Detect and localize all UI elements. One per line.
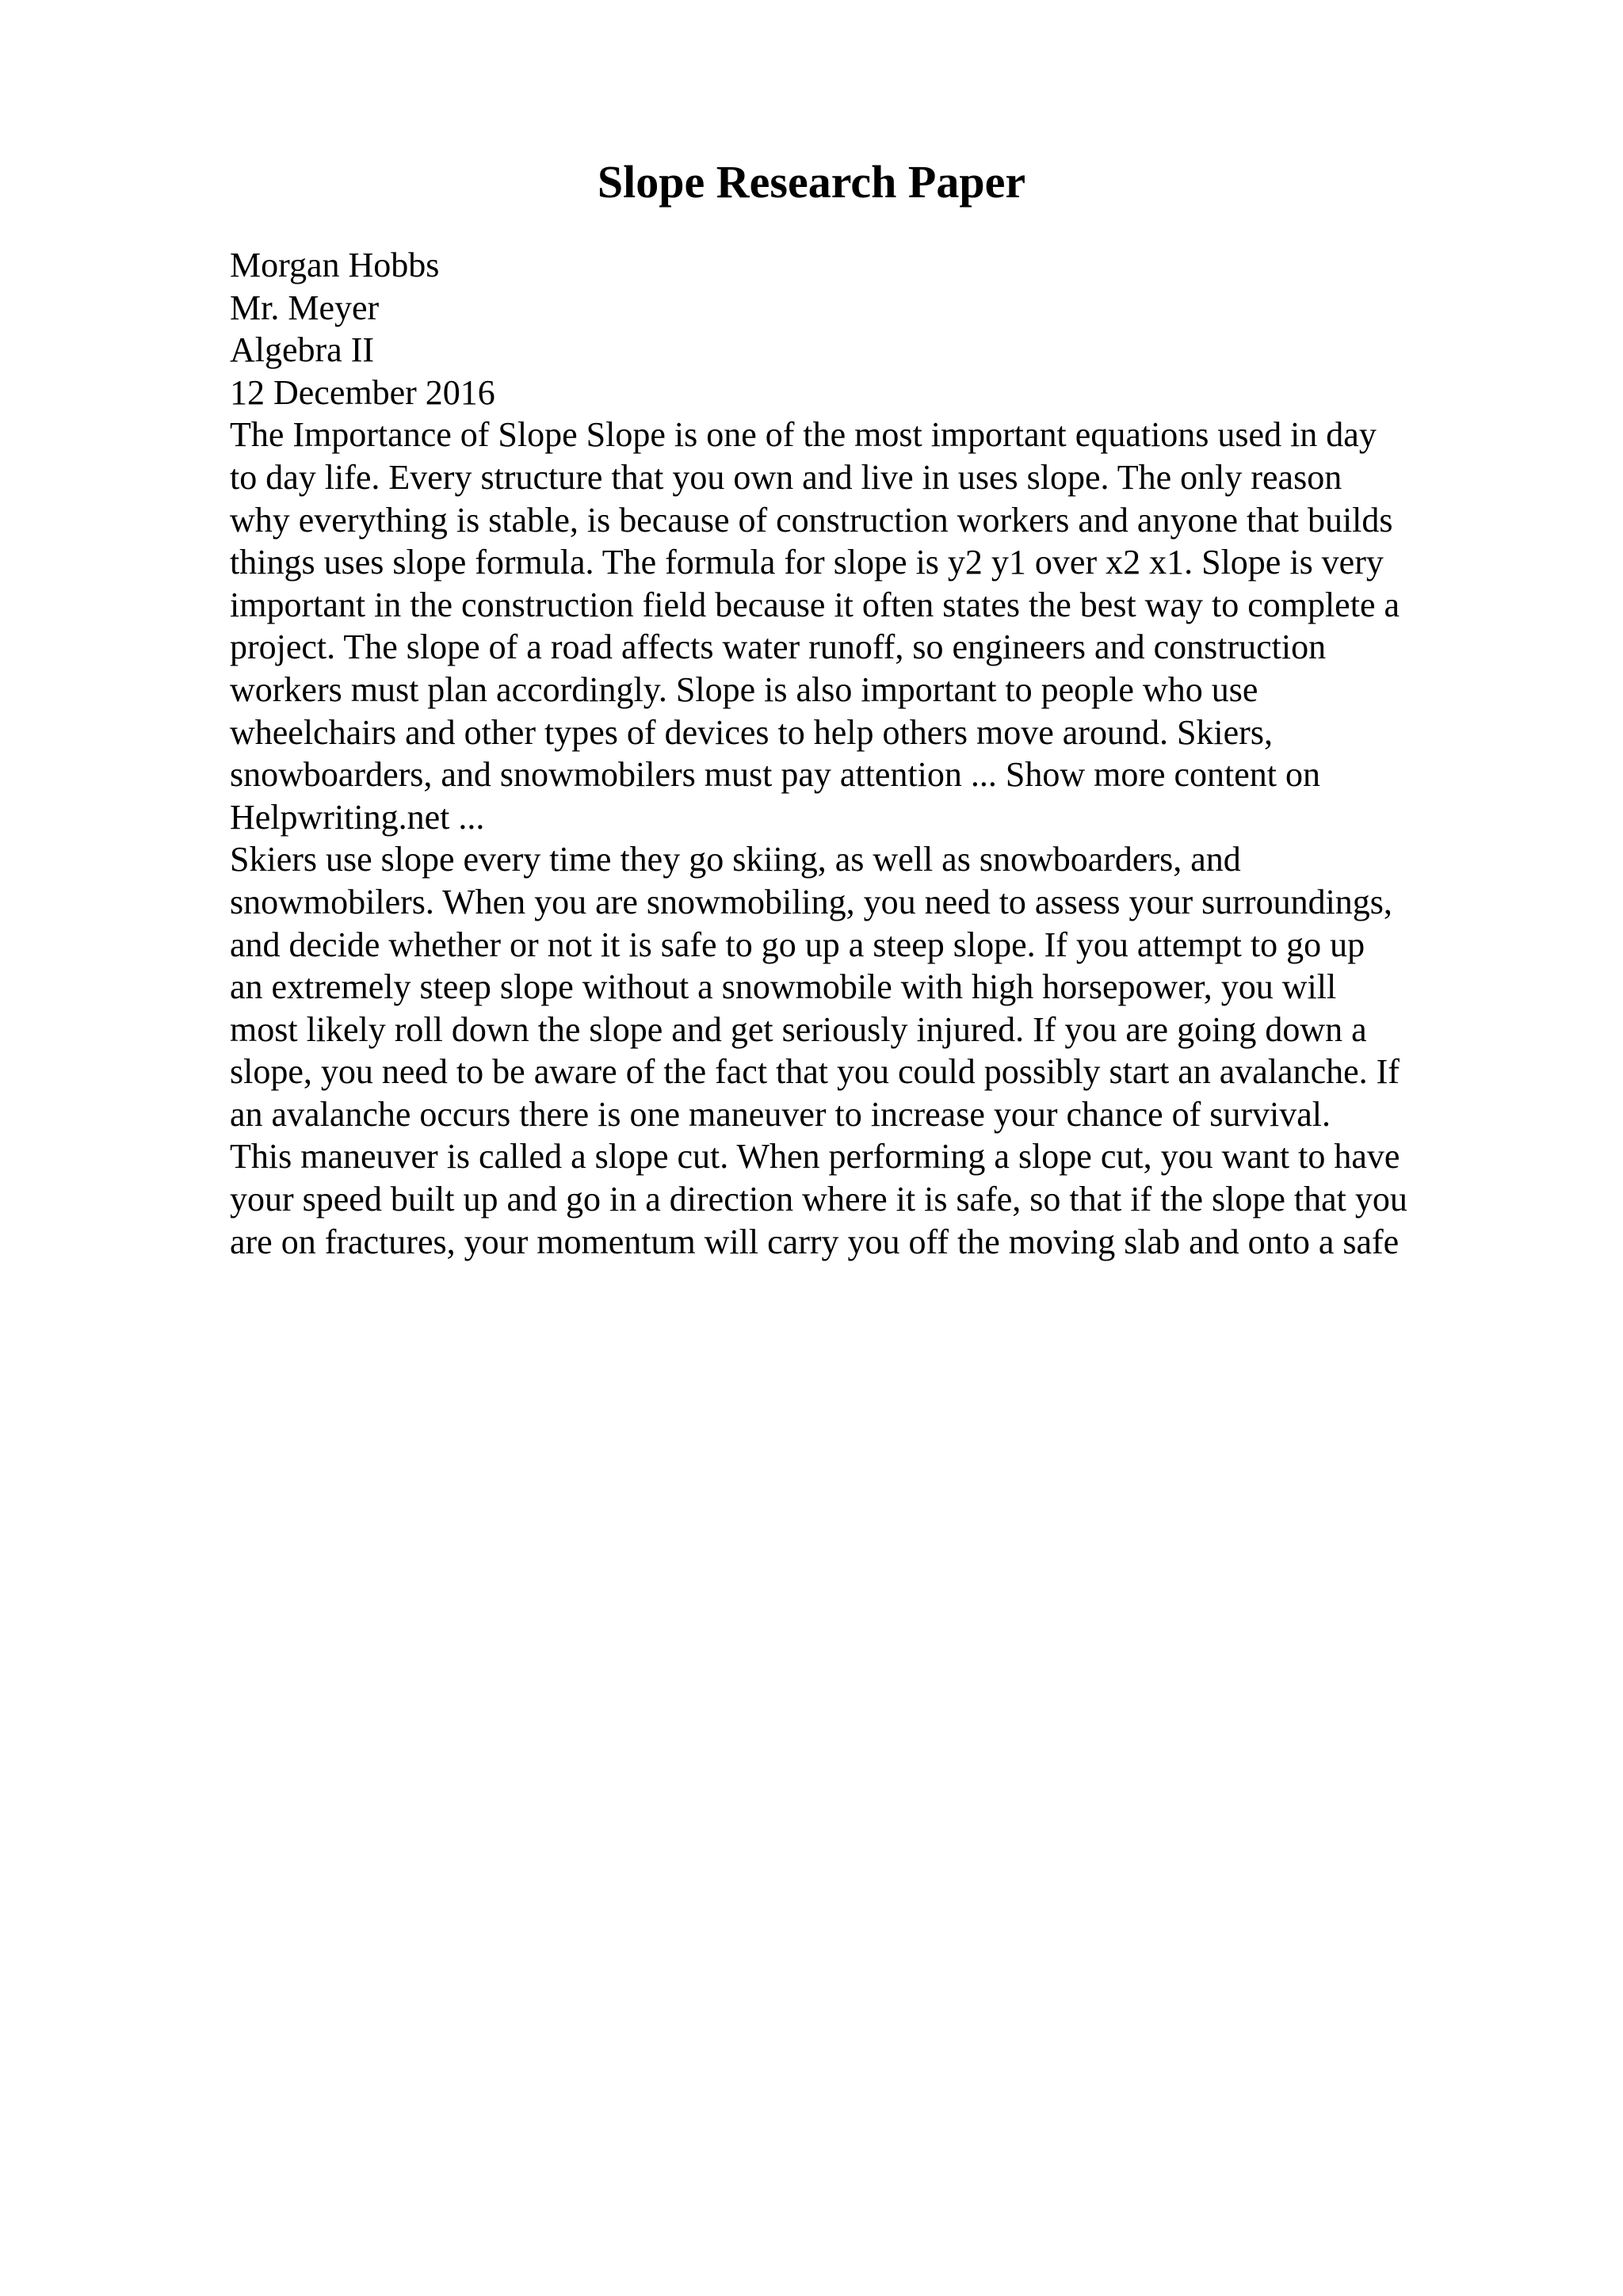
author-name: Morgan Hobbs bbox=[230, 246, 440, 284]
paragraph-line: workers must plan accordingly. Slope is also important to people who use bbox=[230, 669, 1258, 709]
course-name: Algebra II bbox=[230, 330, 375, 370]
document-body bbox=[230, 244, 1514, 1263]
paragraph-line: are on fractures, your momentum will carry you off the moving slab and onto a safe bbox=[230, 1222, 1400, 1261]
paragraph-line: an extremely steep slope without a snowmobile with high horsepower, you will bbox=[230, 967, 1337, 1007]
paragraph-line: to day life. Every structure that you own and live in uses slope. The only reason bbox=[230, 457, 1342, 497]
paragraph-line: wheelchairs and other types of devices to help others move around. Skiers, bbox=[230, 712, 1273, 752]
paragraph-line: snowmobilers. When you are snowmobiling, you need to assess your surroundings, bbox=[230, 882, 1392, 921]
paragraph-line: snowboarders, and snowmobilers must pay attention ... Show more content on bbox=[230, 755, 1321, 795]
paragraph-line: important in the construction field because it often states the best way to complete a bbox=[230, 585, 1400, 624]
paragraph-1 bbox=[230, 414, 1514, 838]
paragraph-line: slope, you need to be aware of the fact that you could possibly start an avalanche. If bbox=[230, 1052, 1400, 1092]
paragraph-line: why everything is stable, is because of construction workers and anyone that builds bbox=[230, 500, 1393, 540]
paragraph-line: your speed built up and go in a direction where it is safe, so that if the slope that you bbox=[230, 1180, 1407, 1219]
page-title: Slope Research Paper bbox=[597, 156, 1026, 208]
teacher-name: Mr. Meyer bbox=[230, 288, 380, 327]
paragraph-line: Skiers use slope every time they go skiing, as well as snowboarders, and bbox=[230, 840, 1241, 879]
paragraph-line: an avalanche occurs there is one maneuver to increase your chance of survival. bbox=[230, 1094, 1331, 1134]
paragraph-2 bbox=[230, 838, 1514, 1263]
date: 12 December 2016 bbox=[230, 372, 495, 412]
paragraph-line: and decide whether or not it is safe to go up a steep slope. If you attempt to go up bbox=[230, 925, 1365, 964]
paragraph-line: The Importance of Slope Slope is one of the most important equations used in day bbox=[230, 415, 1377, 455]
paragraph-line: Helpwriting.net ... bbox=[230, 797, 485, 837]
paragraph-line: most likely roll down the slope and get seriously injured. If you are going down a bbox=[230, 1009, 1367, 1049]
paragraph-line: things uses slope formula. The formula for slope is y2 y1 over x2 x1. Slope is very bbox=[230, 543, 1384, 582]
header-block bbox=[230, 244, 1514, 414]
paragraph-line: project. The slope of a road affects water runoff, so engineers and construction bbox=[230, 627, 1327, 667]
paragraph-line: This maneuver is called a slope cut. When performing a slope cut, you want to have bbox=[230, 1137, 1400, 1177]
